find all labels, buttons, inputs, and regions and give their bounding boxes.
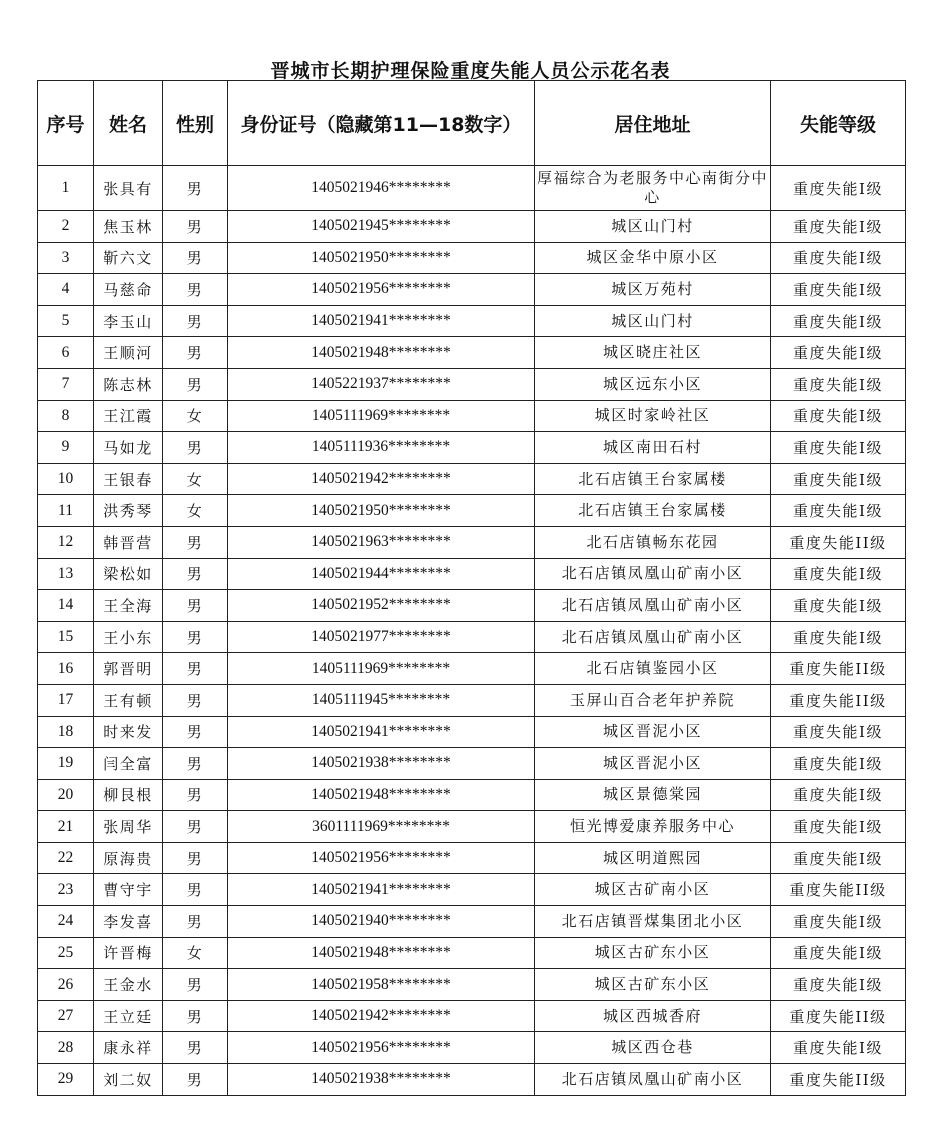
row-level-cell: 重度失能Ⅰ级 [771, 716, 906, 748]
row-name-cell: 王金水 [94, 969, 163, 1001]
row-address-cell: 北石店镇畅东花园 [535, 526, 771, 558]
row-id-cell: 1405021952******** [228, 590, 535, 622]
row-id-cell: 1405021942******** [228, 1000, 535, 1032]
row-gender-cell: 男 [163, 558, 228, 590]
row-address-cell: 北石店镇凤凰山矿南小区 [535, 590, 771, 622]
row-gender-cell: 男 [163, 432, 228, 464]
row-name-cell: 张周华 [94, 811, 163, 843]
row-gender-cell: 男 [163, 368, 228, 400]
row-address-cell: 城区明道熙园 [535, 842, 771, 874]
row-gender-cell: 男 [163, 1000, 228, 1032]
table-row [38, 1064, 906, 1096]
row-gender-cell: 男 [163, 1032, 228, 1064]
row-gender-cell: 男 [163, 621, 228, 653]
row-gender-cell: 男 [163, 526, 228, 558]
row-gender-cell: 男 [163, 274, 228, 306]
row-level-cell: 重度失能Ⅰ级 [771, 558, 906, 590]
row-id-cell: 1405021938******** [228, 748, 535, 780]
row-id-cell: 1405021938******** [228, 1064, 535, 1096]
row-address-cell: 恒光博爱康养服务中心 [535, 811, 771, 843]
row-address-cell: 城区晓庄社区 [535, 337, 771, 369]
row-seq-cell: 20 [38, 779, 94, 811]
row-id-cell: 1405111969******** [228, 653, 535, 685]
row-address-cell: 北石店镇凤凰山矿南小区 [535, 558, 771, 590]
row-seq-cell: 5 [38, 305, 94, 337]
row-name-cell: 韩晋营 [94, 526, 163, 558]
row-level-cell: 重度失能Ⅰ级 [771, 495, 906, 527]
row-name-cell: 王银春 [94, 463, 163, 495]
table-row [38, 368, 906, 400]
row-level-cell: 重度失能II级 [771, 526, 906, 558]
row-id-cell: 1405021956******** [228, 274, 535, 306]
row-address-cell: 城区景德棠园 [535, 779, 771, 811]
row-level-cell: 重度失能Ⅰ级 [771, 937, 906, 969]
row-address-cell: 北石店镇凤凰山矿南小区 [535, 621, 771, 653]
row-address-cell: 北石店镇晋煤集团北小区 [535, 906, 771, 938]
row-level-cell: 重度失能Ⅰ级 [771, 842, 906, 874]
row-level-cell: 重度失能Ⅰ级 [771, 211, 906, 243]
table-row [38, 748, 906, 780]
header-name: 姓名 [94, 81, 163, 166]
row-address-cell: 城区西仓巷 [535, 1032, 771, 1064]
row-id-cell: 1405021956******** [228, 1032, 535, 1064]
row-level-cell: 重度失能Ⅰ级 [771, 166, 906, 211]
row-address-cell: 城区金华中原小区 [535, 242, 771, 274]
row-gender-cell: 女 [163, 495, 228, 527]
row-address-cell: 城区古矿东小区 [535, 969, 771, 1001]
row-level-cell: 重度失能Ⅰ级 [771, 811, 906, 843]
row-gender-cell: 男 [163, 906, 228, 938]
row-gender-cell: 女 [163, 937, 228, 969]
row-name-cell: 王有顿 [94, 684, 163, 716]
row-seq-cell: 16 [38, 653, 94, 685]
table-row [38, 432, 906, 464]
row-level-cell: 重度失能Ⅰ级 [771, 432, 906, 464]
row-seq-cell: 27 [38, 1000, 94, 1032]
row-id-cell: 1405111945******** [228, 684, 535, 716]
header-id: 身份证号（隐藏第11—18数字） [228, 81, 535, 166]
row-name-cell: 陈志林 [94, 368, 163, 400]
row-gender-cell: 男 [163, 337, 228, 369]
row-id-cell: 1405021942******** [228, 463, 535, 495]
table-row [38, 874, 906, 906]
row-address-cell: 北石店镇王台家属楼 [535, 463, 771, 495]
row-seq-cell: 21 [38, 811, 94, 843]
row-id-cell: 1405021956******** [228, 842, 535, 874]
row-id-cell: 1405021977******** [228, 621, 535, 653]
row-name-cell: 王全海 [94, 590, 163, 622]
table-row [38, 495, 906, 527]
row-name-cell: 刘二奴 [94, 1064, 163, 1096]
table-row [38, 400, 906, 432]
row-id-cell: 1405021948******** [228, 337, 535, 369]
row-seq-cell: 10 [38, 463, 94, 495]
row-name-cell: 康永祥 [94, 1032, 163, 1064]
table-row [38, 1032, 906, 1064]
row-level-cell: 重度失能Ⅰ级 [771, 463, 906, 495]
row-gender-cell: 男 [163, 842, 228, 874]
row-id-cell: 1405111969******** [228, 400, 535, 432]
row-seq-cell: 8 [38, 400, 94, 432]
row-address-cell: 城区南田石村 [535, 432, 771, 464]
row-name-cell: 王小东 [94, 621, 163, 653]
row-seq-cell: 1 [38, 166, 94, 211]
row-level-cell: 重度失能II级 [771, 874, 906, 906]
row-seq-cell: 22 [38, 842, 94, 874]
row-level-cell: 重度失能Ⅰ级 [771, 1032, 906, 1064]
row-seq-cell: 15 [38, 621, 94, 653]
table-row [38, 590, 906, 622]
row-seq-cell: 14 [38, 590, 94, 622]
table-row [38, 242, 906, 274]
row-name-cell: 王立廷 [94, 1000, 163, 1032]
row-gender-cell: 男 [163, 166, 228, 211]
row-seq-cell: 24 [38, 906, 94, 938]
table-row [38, 779, 906, 811]
header-gender: 性别 [163, 81, 228, 166]
row-seq-cell: 17 [38, 684, 94, 716]
row-level-cell: 重度失能II级 [771, 1064, 906, 1096]
header-address: 居住地址 [535, 81, 771, 166]
table-row [38, 526, 906, 558]
row-id-cell: 1405021950******** [228, 495, 535, 527]
row-address-cell: 城区万苑村 [535, 274, 771, 306]
row-seq-cell: 12 [38, 526, 94, 558]
table-row [38, 274, 906, 306]
header-seq: 序号 [38, 81, 94, 166]
row-id-cell: 1405021946******** [228, 166, 535, 211]
row-gender-cell: 男 [163, 684, 228, 716]
header-level: 失能等级 [771, 81, 906, 166]
row-id-cell: 1405021950******** [228, 242, 535, 274]
table-row [38, 684, 906, 716]
row-name-cell: 许晋梅 [94, 937, 163, 969]
row-level-cell: 重度失能II级 [771, 1000, 906, 1032]
row-gender-cell: 男 [163, 716, 228, 748]
row-address-cell: 城区晋泥小区 [535, 716, 771, 748]
row-level-cell: 重度失能Ⅰ级 [771, 969, 906, 1001]
row-name-cell: 柳艮根 [94, 779, 163, 811]
row-seq-cell: 13 [38, 558, 94, 590]
row-seq-cell: 9 [38, 432, 94, 464]
row-address-cell: 北石店镇凤凰山矿南小区 [535, 1064, 771, 1096]
row-address-cell: 城区时家岭社区 [535, 400, 771, 432]
row-gender-cell: 男 [163, 653, 228, 685]
table-header-row [38, 81, 906, 166]
row-gender-cell: 男 [163, 748, 228, 780]
row-seq-cell: 6 [38, 337, 94, 369]
row-id-cell: 1405111936******** [228, 432, 535, 464]
row-seq-cell: 23 [38, 874, 94, 906]
row-gender-cell: 男 [163, 779, 228, 811]
row-name-cell: 原海贵 [94, 842, 163, 874]
row-address-cell: 城区山门村 [535, 305, 771, 337]
row-level-cell: 重度失能II级 [771, 684, 906, 716]
table-body [38, 166, 906, 1096]
table-row [38, 811, 906, 843]
table-row [38, 211, 906, 243]
row-address-cell: 城区远东小区 [535, 368, 771, 400]
row-gender-cell: 男 [163, 1064, 228, 1096]
row-seq-cell: 4 [38, 274, 94, 306]
table-row [38, 463, 906, 495]
row-name-cell: 曹守宇 [94, 874, 163, 906]
row-name-cell: 郭晋明 [94, 653, 163, 685]
row-id-cell: 1405021963******** [228, 526, 535, 558]
row-name-cell: 梁松如 [94, 558, 163, 590]
table-row [38, 653, 906, 685]
row-address-cell: 城区西城香府 [535, 1000, 771, 1032]
table-row [38, 716, 906, 748]
row-gender-cell: 男 [163, 590, 228, 622]
row-id-cell: 1405021944******** [228, 558, 535, 590]
row-name-cell: 李发喜 [94, 906, 163, 938]
row-gender-cell: 男 [163, 242, 228, 274]
row-name-cell: 时来发 [94, 716, 163, 748]
row-id-cell: 1405021948******** [228, 937, 535, 969]
row-level-cell: 重度失能Ⅰ级 [771, 242, 906, 274]
row-name-cell: 张具有 [94, 166, 163, 211]
row-name-cell: 马如龙 [94, 432, 163, 464]
row-seq-cell: 2 [38, 211, 94, 243]
row-name-cell: 闫全富 [94, 748, 163, 780]
row-gender-cell: 男 [163, 874, 228, 906]
row-id-cell: 1405021941******** [228, 874, 535, 906]
table-row [38, 937, 906, 969]
table-row [38, 337, 906, 369]
row-id-cell: 1405221937******** [228, 368, 535, 400]
row-level-cell: 重度失能II级 [771, 653, 906, 685]
row-address-cell: 城区古矿东小区 [535, 937, 771, 969]
row-level-cell: 重度失能Ⅰ级 [771, 305, 906, 337]
row-seq-cell: 7 [38, 368, 94, 400]
table-row [38, 842, 906, 874]
row-id-cell: 1405021958******** [228, 969, 535, 1001]
row-level-cell: 重度失能Ⅰ级 [771, 779, 906, 811]
row-name-cell: 李玉山 [94, 305, 163, 337]
table-row [38, 558, 906, 590]
row-level-cell: 重度失能Ⅰ级 [771, 590, 906, 622]
row-id-cell: 1405021948******** [228, 779, 535, 811]
row-level-cell: 重度失能Ⅰ级 [771, 274, 906, 306]
row-gender-cell: 男 [163, 811, 228, 843]
row-level-cell: 重度失能Ⅰ级 [771, 337, 906, 369]
row-address-cell: 玉屏山百合老年护养院 [535, 684, 771, 716]
table-row [38, 1000, 906, 1032]
row-gender-cell: 男 [163, 211, 228, 243]
row-name-cell: 王江霞 [94, 400, 163, 432]
row-level-cell: 重度失能Ⅰ级 [771, 368, 906, 400]
roster-table [37, 80, 906, 1096]
row-id-cell: 1405021941******** [228, 305, 535, 337]
row-seq-cell: 26 [38, 969, 94, 1001]
row-gender-cell: 男 [163, 969, 228, 1001]
table-row [38, 305, 906, 337]
row-id-cell: 3601111969******** [228, 811, 535, 843]
row-id-cell: 1405021945******** [228, 211, 535, 243]
row-level-cell: 重度失能Ⅰ级 [771, 400, 906, 432]
table-row [38, 906, 906, 938]
row-address-cell: 北石店镇王台家属楼 [535, 495, 771, 527]
row-id-cell: 1405021940******** [228, 906, 535, 938]
row-name-cell: 焦玉林 [94, 211, 163, 243]
table-row [38, 621, 906, 653]
row-gender-cell: 女 [163, 400, 228, 432]
row-address-cell: 城区晋泥小区 [535, 748, 771, 780]
row-seq-cell: 19 [38, 748, 94, 780]
row-name-cell: 洪秀琴 [94, 495, 163, 527]
table-row [38, 969, 906, 1001]
row-seq-cell: 28 [38, 1032, 94, 1064]
row-address-cell: 城区古矿南小区 [535, 874, 771, 906]
row-seq-cell: 25 [38, 937, 94, 969]
row-name-cell: 马慈命 [94, 274, 163, 306]
row-level-cell: 重度失能Ⅰ级 [771, 621, 906, 653]
row-address-cell: 北石店镇鉴园小区 [535, 653, 771, 685]
row-level-cell: 重度失能Ⅰ级 [771, 906, 906, 938]
row-seq-cell: 29 [38, 1064, 94, 1096]
row-gender-cell: 男 [163, 305, 228, 337]
row-name-cell: 王顺河 [94, 337, 163, 369]
row-seq-cell: 11 [38, 495, 94, 527]
row-name-cell: 靳六文 [94, 242, 163, 274]
table-row [38, 166, 906, 211]
page-title: 晋城市长期护理保险重度失能人员公示花名表 [270, 60, 671, 82]
row-address-cell: 厚福综合为老服务中心南街分中心 [535, 166, 771, 211]
row-seq-cell: 3 [38, 242, 94, 274]
row-gender-cell: 女 [163, 463, 228, 495]
row-seq-cell: 18 [38, 716, 94, 748]
row-address-cell: 城区山门村 [535, 211, 771, 243]
row-level-cell: 重度失能Ⅰ级 [771, 748, 906, 780]
row-id-cell: 1405021941******** [228, 716, 535, 748]
